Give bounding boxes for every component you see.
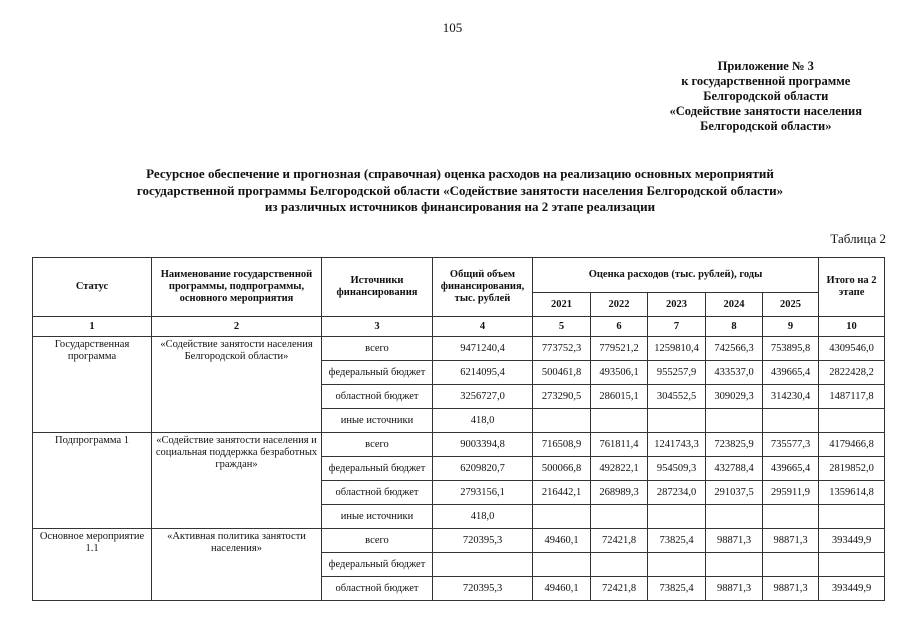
cell-source: всего [322,337,433,361]
cell-stage-total: 4309546,0 [819,337,885,361]
cell-total-volume: 6214095,4 [433,361,533,385]
cell-stage-total: 393449,9 [819,577,885,601]
column-number: 4 [433,317,533,337]
column-number: 10 [819,317,885,337]
cell-source: областной бюджет [322,481,433,505]
cell-2021: 773752,3 [533,337,591,361]
cell-2021: 49460,1 [533,529,591,553]
header-year: 2023 [648,293,706,317]
cell-2022 [591,553,648,577]
header-year: 2025 [763,293,819,317]
cell-total-volume [433,553,533,577]
header-year: 2022 [591,293,648,317]
cell-2023: 73825,4 [648,577,706,601]
appendix-line: Белгородской области» [700,119,832,133]
column-number: 6 [591,317,648,337]
cell-2025: 439665,4 [763,361,819,385]
cell-2024: 723825,9 [706,433,763,457]
cell-total-volume: 2793156,1 [433,481,533,505]
cell-total-volume: 9003394,8 [433,433,533,457]
title-line: государственной программы Белгородской области «Содействие занятости населения Белгородской области» [136,182,784,198]
document-title [90,166,830,216]
cell-2022 [591,505,648,529]
column-number: 8 [706,317,763,337]
cell-2022: 72421,8 [591,529,648,553]
appendix-caption [670,59,862,134]
cell-2025: 735577,3 [763,433,819,457]
cell-2022: 493506,1 [591,361,648,385]
cell-stage-total: 4179466,8 [819,433,885,457]
cell-total-volume: 418,0 [433,409,533,433]
cell-2025 [763,505,819,529]
cell-2022: 286015,1 [591,385,648,409]
cell-2025 [763,553,819,577]
cell-2024: 98871,3 [706,529,763,553]
cell-2024 [706,409,763,433]
cell-stage-total [819,409,885,433]
header-stage-total: Итого на 2 этапе [819,258,885,317]
cell-total-volume: 3256727,0 [433,385,533,409]
cell-source: федеральный бюджет [322,553,433,577]
cell-2022: 779521,2 [591,337,648,361]
cell-source: всего [322,529,433,553]
column-number: 3 [322,317,433,337]
header-status: Статус [33,258,152,317]
header-year: 2024 [706,293,763,317]
cell-2024: 309029,3 [706,385,763,409]
cell-total-volume: 6209820,7 [433,457,533,481]
cell-2023 [648,505,706,529]
cell-total-volume: 720395,3 [433,529,533,553]
table-row [33,337,885,361]
cell-2024 [706,553,763,577]
column-number: 9 [763,317,819,337]
cell-2021 [533,553,591,577]
cell-2023: 304552,5 [648,385,706,409]
cell-2025: 439665,4 [763,457,819,481]
appendix-line: к государственной программе [681,74,851,88]
column-number: 7 [648,317,706,337]
column-number: 1 [33,317,152,337]
cell-stage-total: 1359614,8 [819,481,885,505]
cell-stage-total: 2819852,0 [819,457,885,481]
cell-2021 [533,505,591,529]
title-line: Ресурсное обеспечение и прогнозная (справочная) оценка расходов на реализацию основных мероприятий [146,166,774,181]
cell-program-name: «Активная политика занятости населения» [152,529,322,601]
cell-2022: 761811,4 [591,433,648,457]
cell-2021: 500066,8 [533,457,591,481]
cell-2024: 433537,0 [706,361,763,385]
page-number: 105 [442,20,463,35]
cell-source: иные источники [322,409,433,433]
cell-2025 [763,409,819,433]
resource-table [32,257,885,601]
header-name: Наименование государственной программы, подпрограммы, основного мероприятия [152,258,322,317]
cell-stage-total [819,553,885,577]
cell-2025: 98871,3 [763,529,819,553]
cell-2023: 955257,9 [648,361,706,385]
cell-status: Основное мероприятие 1.1 [33,529,152,601]
cell-2021 [533,409,591,433]
appendix-line: «Содействие занятости населения [669,104,862,118]
cell-stage-total: 1487117,8 [819,385,885,409]
cell-2023: 954509,3 [648,457,706,481]
cell-2021: 716508,9 [533,433,591,457]
cell-2023 [648,409,706,433]
cell-total-volume: 418,0 [433,505,533,529]
cell-stage-total: 2822428,2 [819,361,885,385]
cell-source: федеральный бюджет [322,361,433,385]
cell-2021: 216442,1 [533,481,591,505]
cell-2024: 432788,4 [706,457,763,481]
cell-2023: 73825,4 [648,529,706,553]
cell-program-name: «Содействие занятости населения Белгородской области» [152,337,322,433]
cell-2025: 295911,9 [763,481,819,505]
header-total-volume: Общий объем финансирования, тыс. рублей [433,258,533,317]
title-line: из различных источников финансирования на 2 этапе реализации [264,199,656,214]
cell-2025: 98871,3 [763,577,819,601]
cell-stage-total: 393449,9 [819,529,885,553]
cell-2025: 314230,4 [763,385,819,409]
cell-2024 [706,505,763,529]
table-label: Таблица 2 [830,231,886,246]
cell-2024: 291037,5 [706,481,763,505]
header-year: 2021 [533,293,591,317]
cell-status: Государственная программа [33,337,152,433]
cell-total-volume: 720395,3 [433,577,533,601]
cell-source: всего [322,433,433,457]
cell-2024: 98871,3 [706,577,763,601]
cell-2021: 500461,8 [533,361,591,385]
cell-2022: 72421,8 [591,577,648,601]
cell-2023 [648,553,706,577]
cell-2022: 492822,1 [591,457,648,481]
header-estimate: Оценка расходов (тыс. рублей), годы [533,258,819,293]
cell-2022 [591,409,648,433]
cell-2024: 742566,3 [706,337,763,361]
cell-status: Подпрограмма 1 [33,433,152,529]
cell-2021: 49460,1 [533,577,591,601]
cell-source: областной бюджет [322,577,433,601]
cell-2022: 268989,3 [591,481,648,505]
cell-stage-total [819,505,885,529]
column-number: 2 [152,317,322,337]
appendix-line: Приложение № 3 [717,59,814,73]
cell-2023: 1241743,3 [648,433,706,457]
column-number: 5 [533,317,591,337]
header-sources: Источники финансирования [322,258,433,317]
cell-2025: 753895,8 [763,337,819,361]
column-number-row [33,317,885,337]
cell-total-volume: 9471240,4 [433,337,533,361]
table-row [33,433,885,457]
cell-source: областной бюджет [322,385,433,409]
cell-2023: 1259810,4 [648,337,706,361]
cell-source: иные источники [322,505,433,529]
cell-2023: 287234,0 [648,481,706,505]
appendix-line: Белгородской области [703,89,829,103]
cell-program-name: «Содействие занятости населения и социальная поддержка безработных граждан» [152,433,322,529]
cell-source: федеральный бюджет [322,457,433,481]
table-row [33,529,885,553]
cell-2021: 273290,5 [533,385,591,409]
